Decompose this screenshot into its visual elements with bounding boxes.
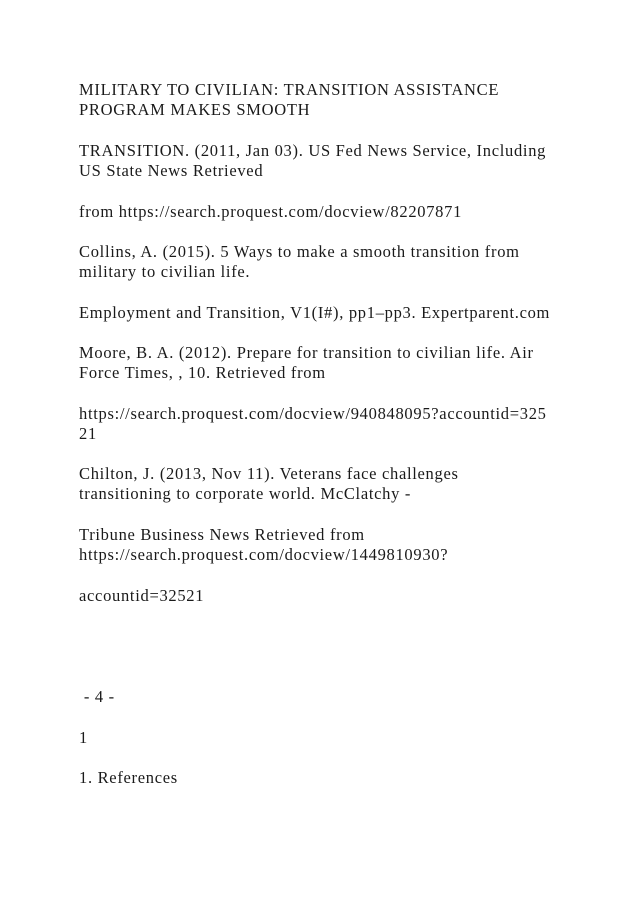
reference-line: MILITARY TO CIVILIAN: TRANSITION ASSISTANCE bbox=[79, 80, 500, 99]
reference-line: TRANSITION. (2011, Jan 03). US Fed News Service, Including bbox=[79, 141, 547, 160]
reference-line: PROGRAM MAKES SMOOTH bbox=[79, 100, 311, 119]
reference-line: military to civilian life. bbox=[79, 262, 251, 281]
reference-url: accountid=32521 bbox=[79, 586, 205, 605]
reference-line: Employment and Transition, V1(I#), pp1–pp3. Expertparent.com bbox=[79, 303, 551, 322]
reference-line: Collins, A. (2015). 5 Ways to make a smooth transition from bbox=[79, 242, 520, 261]
reference-line: from https://search.proquest.com/docview/82207871 bbox=[79, 202, 463, 221]
section-heading-references: 1. References bbox=[79, 768, 178, 787]
reference-line: US State News Retrieved bbox=[79, 161, 264, 180]
reference-line: Force Times, , 10. Retrieved from bbox=[79, 363, 326, 382]
page-number: - 4 - bbox=[79, 687, 115, 706]
footnote-number: 1 bbox=[79, 728, 88, 747]
reference-url: 21 bbox=[79, 424, 97, 443]
reference-line: Chilton, J. (2013, Nov 11). Veterans face challenges bbox=[79, 464, 459, 483]
reference-line: Tribune Business News Retrieved from bbox=[79, 525, 365, 544]
reference-url: https://search.proquest.com/docview/1449810930? bbox=[79, 545, 449, 564]
reference-url: https://search.proquest.com/docview/940848095?accountid=325 bbox=[79, 404, 547, 423]
reference-line: Moore, B. A. (2012). Prepare for transition to civilian life. Air bbox=[79, 343, 534, 362]
reference-line: transitioning to corporate world. McClatchy - bbox=[79, 484, 412, 503]
